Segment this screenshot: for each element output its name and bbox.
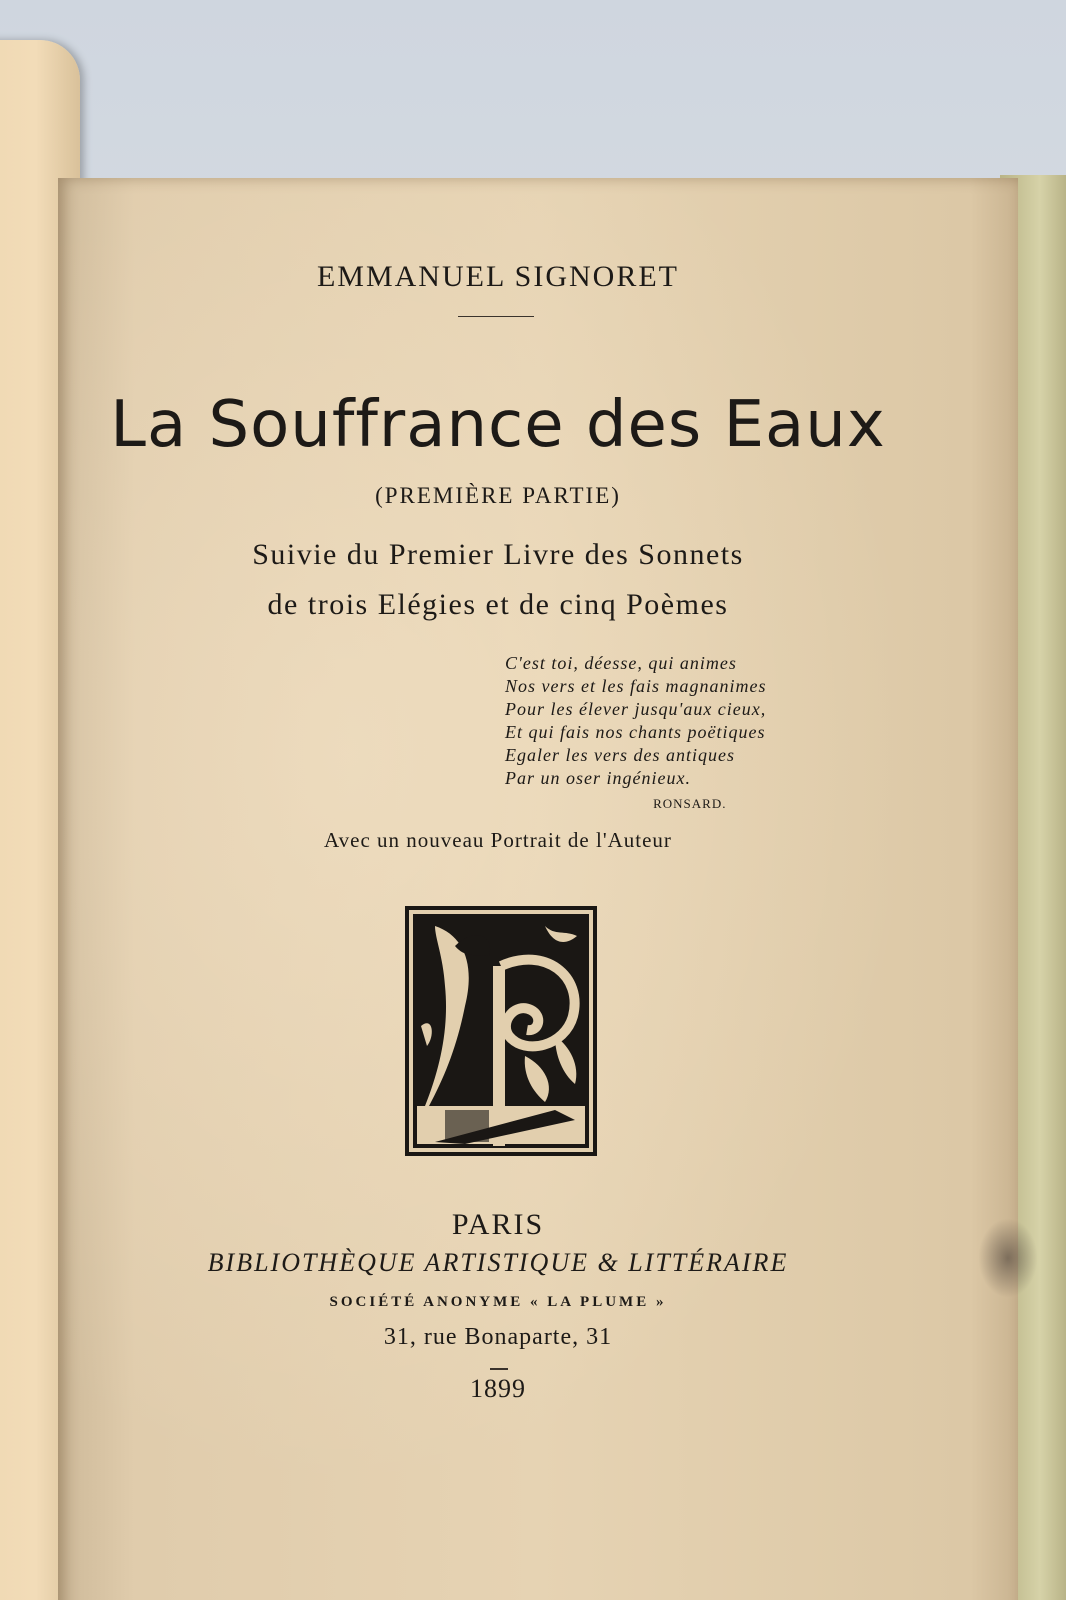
epigraph-attribution: RONSARD. — [653, 796, 727, 811]
subtitle-line-1: Suivie du Premier Livre des Sonnets — [252, 538, 744, 571]
page-stain — [978, 1218, 1038, 1298]
epigraph-line: Par un oser ingénieux. — [505, 768, 691, 788]
imprint-society: SOCIÉTÉ ANONYME « LA PLUME » — [329, 1294, 667, 1310]
epigraph-line: Egaler les vers des antiques — [505, 745, 735, 765]
part-label: (PREMIÈRE PARTIE) — [375, 483, 621, 508]
subtitle-line-2: de trois Elégies et de cinq Poèmes — [267, 588, 729, 621]
imprint-address: 31, rue Bonaparte, 31 — [383, 1324, 613, 1350]
title-page — [58, 178, 1018, 1600]
portrait-note: Avec un nouveau Portrait de l'Auteur — [324, 828, 672, 852]
author-name: EMMANUEL SIGNORET — [316, 260, 680, 293]
imprint-rule — [490, 1368, 508, 1370]
book-title: La Souffrance des Eaux — [110, 388, 886, 462]
imprint-city: PARIS — [451, 1208, 545, 1241]
epigraph-line: Nos vers et les fais magnanimes — [505, 676, 767, 696]
epigraph-line: Et qui fais nos chants poëtiques — [505, 722, 766, 742]
epigraph — [505, 652, 766, 815]
imprint-year: 1899 — [470, 1374, 526, 1403]
publisher-monogram-icon — [405, 906, 597, 1156]
epigraph-line: C'est toi, déesse, qui animes — [505, 653, 737, 673]
imprint-publisher: BIBLIOTHÈQUE ARTISTIQUE & LITTÉRAIRE — [207, 1248, 789, 1277]
author-rule — [458, 316, 534, 317]
epigraph-line: Pour les élever jusqu'aux cieux, — [505, 699, 767, 719]
